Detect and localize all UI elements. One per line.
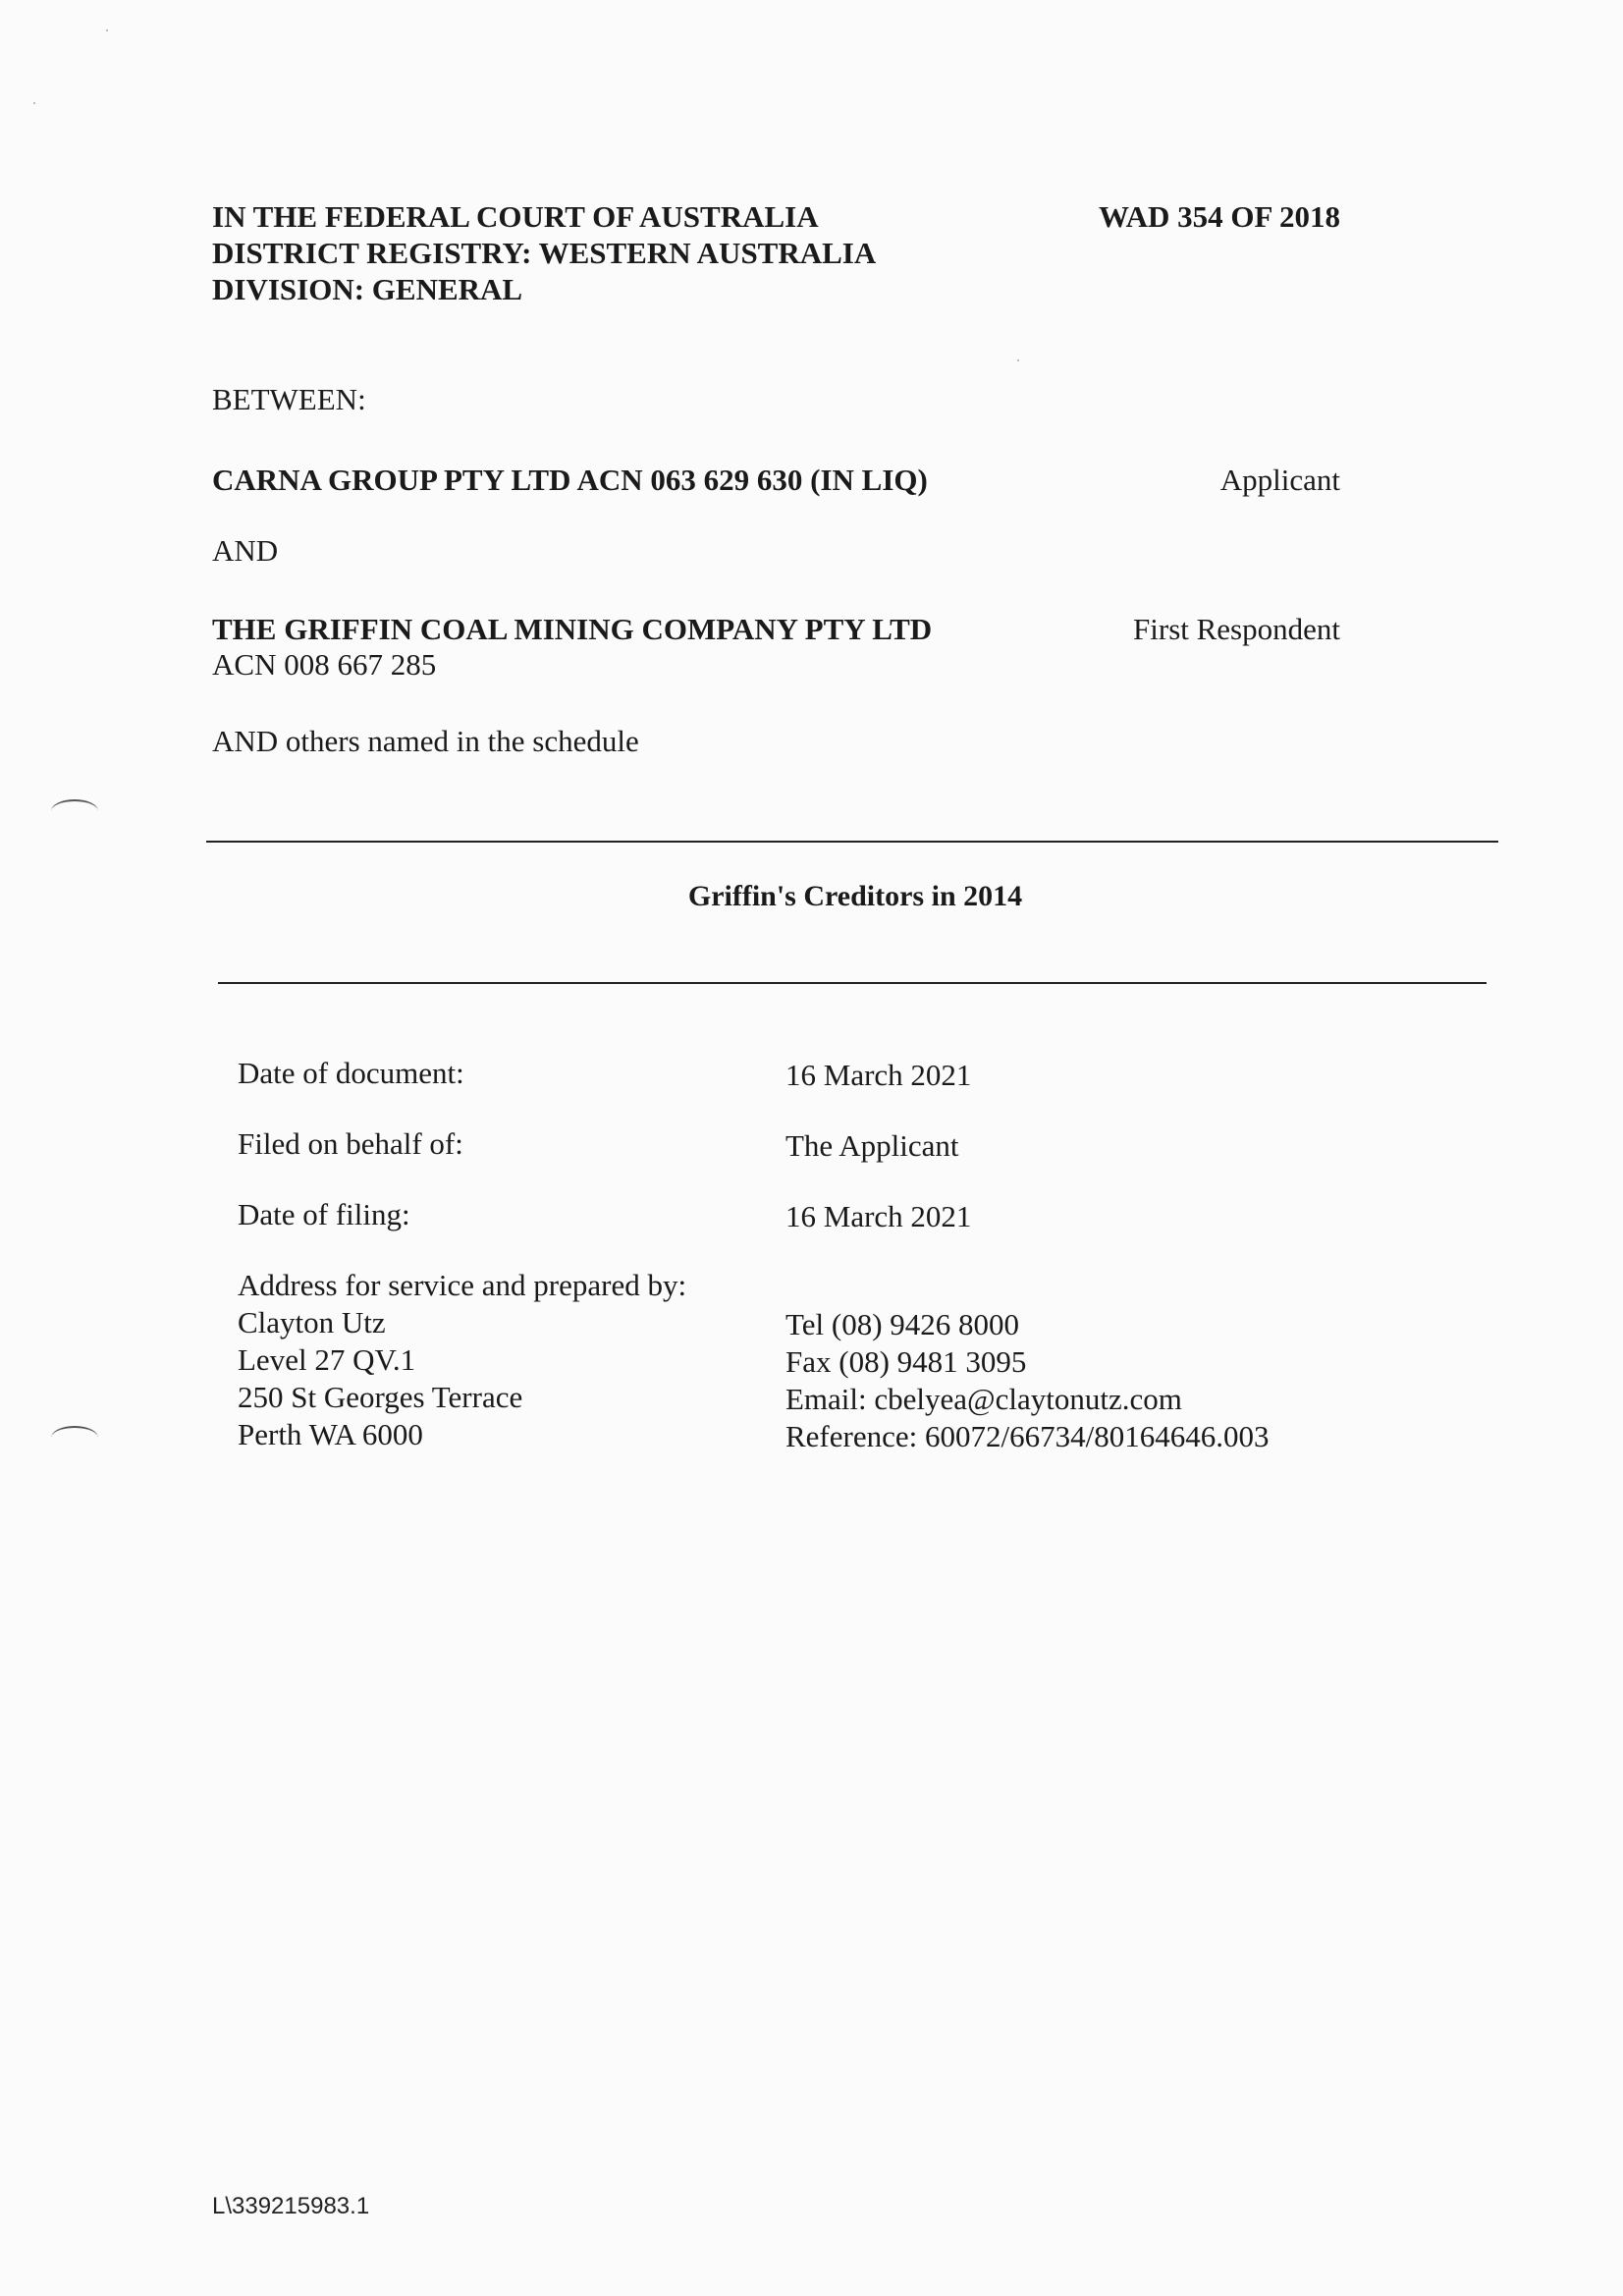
date-of-filing-label: Date of filing:	[238, 1197, 410, 1231]
address-line: Perth WA 6000	[238, 1417, 423, 1451]
others-note: AND others named in the schedule	[212, 724, 639, 758]
document-title: Griffin's Creditors in 2014	[687, 880, 1023, 912]
respondent-role: First Respondent	[1133, 612, 1340, 646]
fax-line: Fax (08) 9481 3095	[785, 1344, 1027, 1379]
date-of-filing-value: 16 March 2021	[785, 1199, 972, 1233]
reference-line: Reference: 60072/66734/80164646.003	[785, 1419, 1270, 1453]
scan-speck	[106, 29, 108, 31]
court-line: DISTRICT REGISTRY: WESTERN AUSTRALIA	[212, 236, 877, 270]
document-reference: L\339215983.1	[212, 2193, 370, 2219]
punch-hole-mark	[51, 1426, 98, 1449]
address-line: 250 St Georges Terrace	[238, 1380, 523, 1414]
email-line: Email: cbelyea@claytonutz.com	[785, 1382, 1182, 1416]
respondent-acn: ACN 008 667 285	[212, 647, 437, 682]
applicant-name: CARNA GROUP PTY LTD ACN 063 629 630 (IN LIQ)	[212, 463, 928, 497]
court-heading	[212, 198, 876, 307]
court-line: IN THE FEDERAL COURT OF AUSTRALIA	[212, 199, 819, 234]
divider-bottom	[218, 982, 1487, 984]
file-number: WAD 354 OF 2018	[1099, 199, 1340, 234]
contact-block	[785, 1306, 1269, 1455]
address-label: Address for service and prepared by:	[238, 1268, 687, 1302]
court-line: DIVISION: GENERAL	[212, 272, 523, 306]
divider-top	[206, 841, 1498, 843]
address-block	[238, 1267, 686, 1453]
scan-speck	[33, 102, 35, 104]
respondent-name: THE GRIFFIN COAL MINING COMPANY PTY LTD	[212, 612, 933, 646]
address-line: Clayton Utz	[238, 1305, 386, 1339]
phone-line: Tel (08) 9426 8000	[785, 1307, 1020, 1341]
address-line: Level 27 QV.1	[238, 1342, 416, 1377]
date-of-document-value: 16 March 2021	[785, 1058, 972, 1092]
and-label: AND	[212, 533, 279, 568]
punch-hole-mark	[51, 799, 98, 823]
applicant-role: Applicant	[1219, 463, 1340, 497]
date-of-document-label: Date of document:	[238, 1056, 464, 1090]
filed-on-behalf-value: The Applicant	[785, 1128, 959, 1163]
between-label: BETWEEN:	[212, 382, 366, 416]
scan-speck	[1017, 359, 1019, 361]
filed-on-behalf-label: Filed on behalf of:	[238, 1126, 463, 1161]
